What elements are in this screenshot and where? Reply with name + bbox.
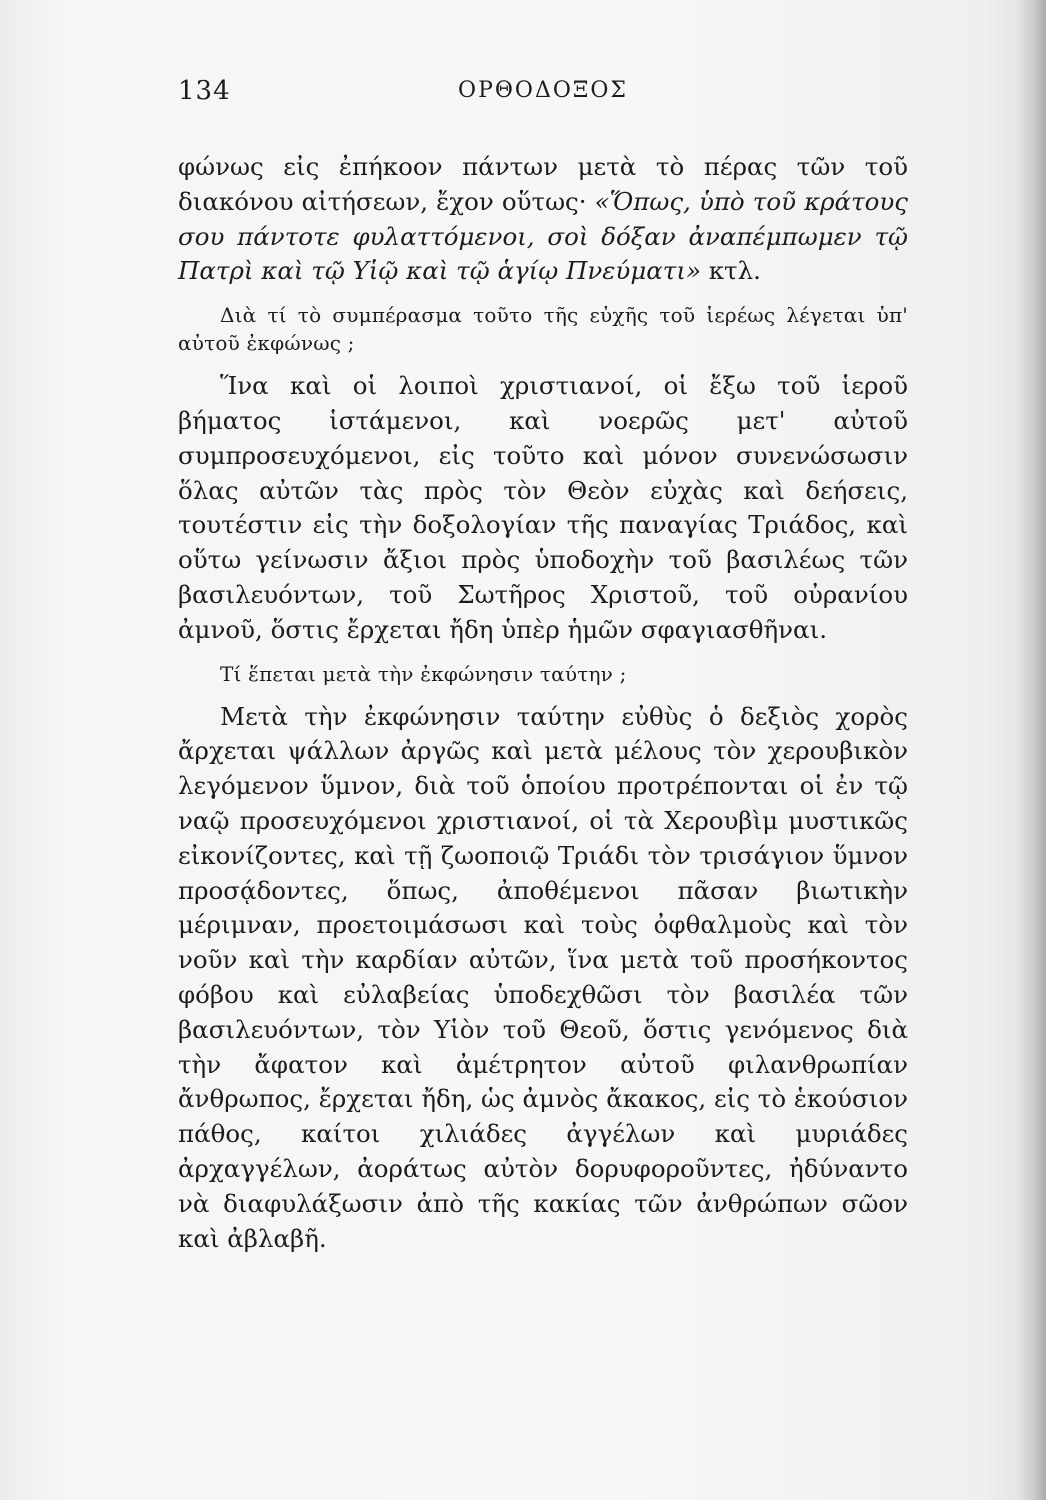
- question-2: Τί ἕπεται μετὰ τὴν ἐκφώνησιν ταύτην ;: [220, 661, 627, 686]
- page-header: [178, 76, 908, 112]
- paragraph-text: φώνως εἰς ἐπήκοον πάντων μετὰ τὸ πέρας τῶν τοῦ διακόνου αἰτήσεων, ἔχον οὕτως·: [178, 152, 908, 216]
- paragraph-continuation: [178, 150, 908, 289]
- page-body: [178, 150, 908, 1268]
- paragraph-text-end: κτλ.: [700, 256, 761, 286]
- doxology-quote: «Ὅπως, ὑπὸ τοῦ κράτους σου πάντοτε φυλαττόμενοι, σοὶ δόξαν ἀναπέμπωμεν τῷ Πατρὶ καὶ τῷ Υἱῷ καὶ τῷ ἁγίῳ Πνεύματι»: [178, 186, 909, 286]
- answer-1: Ἵνα καὶ οἱ λοιποὶ χριστιανοί, οἱ ἔξω τοῦ ἱεροῦ βήματος ἱστάμενοι, καὶ νοερῶς μετ' αὐτοῦ συμπροσευχόμενοι, εἰς τοῦτο καὶ μόνον συνενώσωσιν ὅλας αὐτῶν τὰς πρὸς τὸν Θεὸν εὐχὰς καὶ δεήσεις, τουτέστιν εἰς τὴν δοξολογίαν τῆς παναγίας Τριάδος, καὶ οὕτω γείνωσιν ἄξιοι πρὸς ὑποδοχὴν τοῦ βασιλέως τῶν βασιλευόντων, τοῦ Σωτῆρος Χριστοῦ, τοῦ οὐρανίου ἀμνοῦ, ὅστις ἔρχεται ἤδη ὑπὲρ ἡμῶν σφαγιασθῆναι.: [178, 371, 908, 644]
- answer-2: Μετὰ τὴν ἐκφώνησιν ταύτην εὐθὺς ὁ δεξιὸς χορὸς ἄρχεται ψάλλων ἀργῶς καὶ μετὰ μέλους τὸν χερουβικὸν λεγόμενον ὕμνον, διὰ τοῦ ὁποίου προτρέπονται οἱ ἐν τῷ ναῷ προσευχόμενοι χριστιανοί, οἱ τὰ Χερουβὶμ μυστικῶς εἰκονίζοντες, καὶ τῇ ζωοποιῷ Τριάδι τὸν τρισάγιον ὕμνον προσᾴδοντες, ὅπως, ἀποθέμενοι πᾶσαν βιωτικὴν μέριμναν, προετοιμάσωσι καὶ τοὺς ὀφθαλμοὺς καὶ τὸν νοῦν καὶ τὴν καρδίαν αὐτῶν, ἵνα μετὰ τοῦ προσήκοντος φόβου καὶ εὐλαβείας ὑποδεχθῶσι τὸν βασιλέα τῶν βασιλευόντων, τὸν Υἱὸν τοῦ Θεοῦ, ὅστις γενόμενος διὰ τὴν ἄφατον καὶ ἀμέτρητον αὐτοῦ φιλανθρωπίαν ἄνθρωπος, ἔρχεται ἤδη, ὡς ἀμνὸς ἄκακος, εἰς τὸ ἑκούσιον πάθος, καίτοι χιλιάδες ἀγγέλων καὶ μυριάδες ἀρχαγγέλων, ἀοράτως αὐτὸν δορυφοροῦντες, ἠδύναντο νὰ διαφυλάξωσιν ἀπὸ τῆς κακίας τῶν ἀνθρώπων σῶον καὶ ἀβλαβῆ.: [178, 701, 908, 1253]
- page-number: 134: [178, 76, 231, 106]
- running-title: ΟΡΘΟΔΟΞΟΣ: [458, 78, 628, 103]
- question-1: Διὰ τί τὸ συμπέρασμα τοῦτο τῆς εὐχῆς τοῦ ἱερέως λέγεται ὑπ' αὐτοῦ ἐκφώνως ;: [178, 303, 908, 356]
- binding-shadow: [1018, 0, 1046, 1500]
